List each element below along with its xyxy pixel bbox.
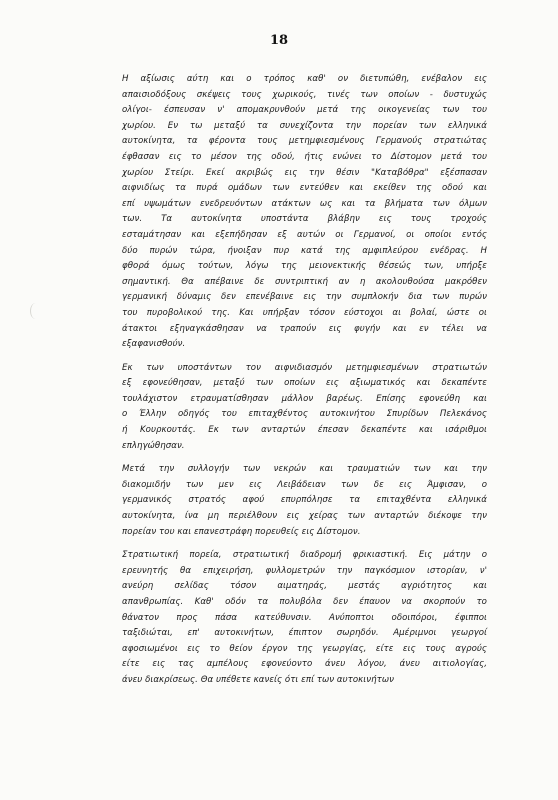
text-line: θάνατον προς πάσα κατεύθυνσιν. Ανύποπτοι οδοιπόροι, έφιπποι	[122, 612, 487, 623]
paragraph-gap	[122, 540, 487, 548]
margin-mark	[30, 303, 41, 319]
text-line: άτακτοι εξηναγκάσθησαν να τραπούν εις φυγήν και εν τέλει να	[122, 323, 487, 334]
text-line: ερευνητής θα επιχειρήση, φυλλομετρών την παγκόσμιον ιστορίαν, ν'	[122, 565, 487, 576]
text-line: χωρίου Στείρι. Εκεί ακριβώς εις την θέσιν "Καταβόθρα" εξέσπασαν	[122, 167, 487, 178]
text-line: έφθασαν εις το μέσον της οδού, ήτις ενώνει το Δίστομον μετά του	[122, 151, 487, 162]
text-line: ολίγοι- έσπευσαν ν' απομακρυνθούν μετά της οικογενείας των του	[122, 105, 487, 116]
text-line: Στρατιωτική πορεία, στρατιωτική διαδρομή φρικιαστική. Εις μάτην ο	[122, 550, 487, 561]
text-line: άνευ διακρίσεως. Θα υπέθετε κανείς ότι επί των αυτοκινήτων	[122, 674, 394, 685]
page-number: 18	[269, 33, 289, 48]
text-line: του πυροβολικού της. Και υπήρξαν τόσον εύστοχοι αι βολαί, ώστε οι	[122, 307, 487, 318]
text-line: φθορά όμως τούτων, λόγω της μειονεκτικής θέσεώς των, υπήρξε	[122, 261, 487, 272]
text-line: επί υψωμάτων ενεδρευόντων ατάκτων ως και τα βλήματα των όλμων	[122, 198, 487, 209]
text-line: ο Έλλην οδηγός του επιταχθέντος αυτοκινήτου Σπυρίδων Πελεκάνος	[122, 409, 487, 420]
text-line: εξαφανισθούν.	[122, 339, 186, 350]
paragraph	[122, 462, 487, 540]
text-line: εξ εφονεύθησαν, μεταξύ των οποίων εις αξιωματικός και δεκαπέντε	[122, 378, 487, 389]
text-line: γερμανικός στρατός αφού επυρπόλησε τα επιταχθέντα ελληνικά	[122, 495, 487, 506]
text-line: αιφνιδίως τα πυρά ομάδων των εντεύθεν και εκείθεν της οδού και	[122, 183, 487, 194]
text-line: απαισιοδόξους σκέψεις τους χωρικούς, τινές των οποίων - δυστυχώς	[122, 89, 487, 100]
text-line: είτε εις τας αμπέλους εφονεύοντο άνευ λόγου, άνευ αιτιολογίας,	[122, 659, 487, 670]
text-line: πορείαν του και επανεστράφη πορευθείς εις Δίστομον.	[122, 526, 361, 537]
text-line: απανθρωπίας. Καθ' οδόν τα πολυβόλα δεν έπαυον να σκορπούν το	[122, 597, 487, 607]
text-line: δύο πυρών τώρα, ήνοιξαν πυρ κατά της αμφιπλεύρου ενέδρας. Η	[122, 245, 487, 256]
text-line: αυτοκίνητα, τα φέροντα τους μετημφιεσμένους Γερμανούς στρατιώτας	[122, 136, 487, 147]
text-line: Εκ των υποστάντων τον αιφνιδιασμόν μετημφιεσμένων στρατιωτών	[122, 362, 487, 373]
text-line: τουλάχιστον ετραυματίσθησαν μάλλον βαρέως. Επίσης εφονεύθη και	[122, 393, 487, 404]
text-line: σημαντική. Θα απέβαινε δε συντριπτική αν η ακολουθούσα μακρόθεν	[122, 276, 487, 287]
text-line: γερμανική δύναμις δεν επενέβαινε εις την συμπλοκήν δια των πυρών	[122, 292, 487, 303]
text-line: αυτοκίνητα, ίνα μη περιέλθουν εις χείρας των ανταρτών διέκοψε την	[122, 511, 487, 522]
paragraph	[122, 361, 487, 455]
text-line: ή Κουρκουτάς. Εκ των ανταρτών έπεσαν δεκαπέντε και ισάριθμοι	[122, 425, 487, 436]
text-line: ταξιδιώται, επ' αυτοκινήτων, έπιπτον σωρηδόν. Αμέριμνοι γεωργοί	[122, 628, 487, 639]
paragraph-gap	[122, 353, 487, 361]
paragraph	[122, 72, 487, 353]
text-line: χωρίου. Εν τω μεταξύ τα συνεχίζοντα την πορείαν των ελληνικά	[122, 120, 487, 131]
text-line: αφοσιωμένοι εις το θείον έργον της γεωργίας, είτε εις τους αγρούς	[122, 643, 487, 654]
paragraph	[122, 548, 487, 688]
body-text	[122, 72, 487, 689]
text-line: επληγώθησαν.	[122, 440, 185, 451]
text-line: ανεύρη σελίδας τόσον αιματηράς, μεστάς αγριότητος και	[122, 581, 487, 592]
paragraph-gap	[122, 454, 487, 462]
text-line: Η αξίωσις αύτη και ο τρόπος καθ' ον διετυπώθη, ενέβαλον εις	[122, 74, 487, 84]
text-line: διακομιδήν των μεν εις Λειβάδειαν των δε εις Άμφισαν, ο	[122, 479, 487, 490]
text-line: των. Τα αυτοκίνητα υποστάντα βλάβην εις τους τροχούς	[122, 214, 487, 225]
text-line: εσταμάτησαν και εξεπήδησαν εξ αυτών οι Γερμανοί, οι οποίοι εντός	[122, 229, 487, 240]
text-line: Μετά την συλλογήν των νεκρών και τραυματιών των και την	[122, 464, 487, 475]
